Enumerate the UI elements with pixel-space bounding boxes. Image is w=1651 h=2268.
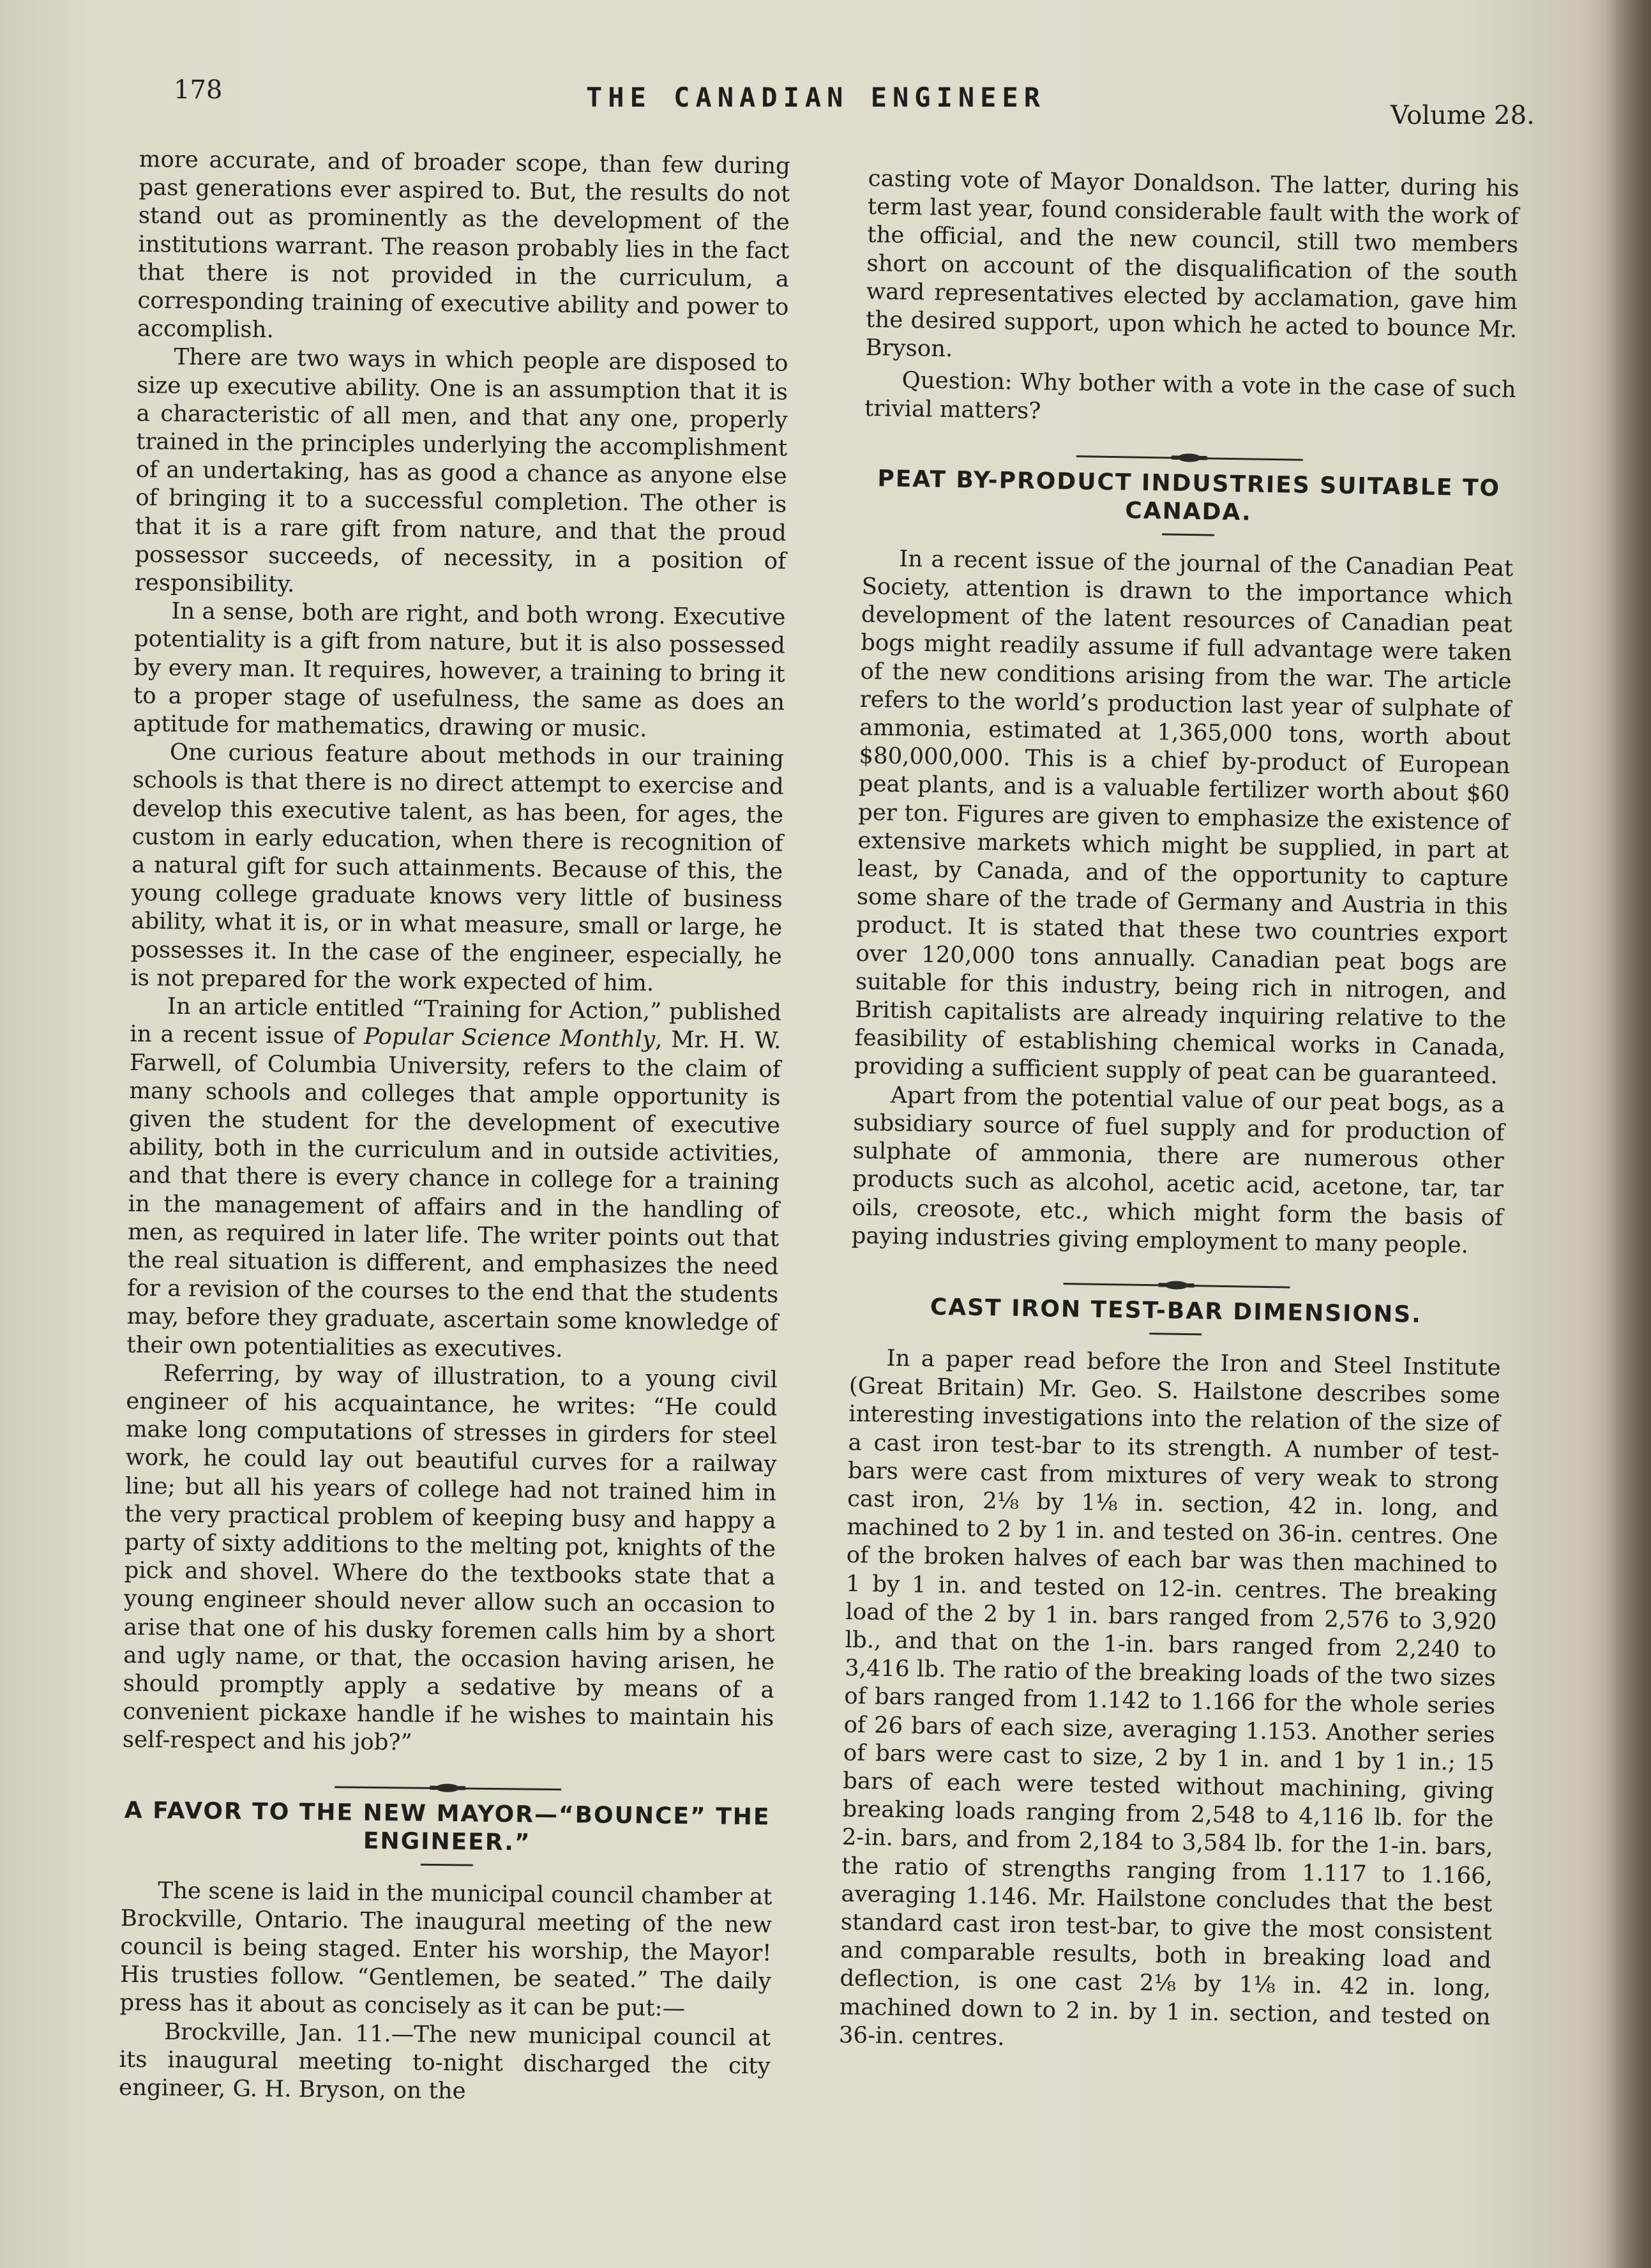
journal-title: THE CANADIAN ENGINEER	[586, 82, 1046, 113]
binding-shadow	[1606, 0, 1651, 2268]
paragraph-text: , Mr. H. W. Farwell, of Columbia University, refers to the claim of many schools and colleges that ample opportunity is given the student for the development of executive ability, both in the curriculum and in outside activities, and that there is every chance in college for a training in the management of affairs and in the handling of men, as required in later life. The writer points out that the real situation is different, and emphasizes the need for a revision of the courses to the end that the students may, before they graduate, ascertain some knowledge of their own potentialities as executives.	[126, 1026, 781, 1363]
paragraph: There are two ways in which people are disposed to size up executive ability. One is an assumption that it is a characteristic of all men, and that any one, properly trained in the principles underlying the accomplishment of an undertaking, has as good a chance as anyone else of bringing it to a successful completion. The other is that it is a rare gift from nature, and that the proud possessor succeeds, of necessity, in a position of responsibility.	[134, 344, 788, 598]
paragraph: Apart from the potential value of our peat bogs, as a subsidiary source of fuel supply and for production of sulphate of ammonia, there are numerous other products such as alcohol, acetic acid, acetone, tar, tar oils, creosote, etc., which might form the basis of paying industries giving employment to many people.	[851, 1082, 1505, 1259]
paragraph	[126, 992, 781, 1366]
title-rule	[421, 1863, 473, 1866]
volume-label: Volume 28.	[1391, 101, 1535, 130]
section-title: PEAT BY-PRODUCT INDUSTRIES SUITABLE TO CANADA.	[877, 465, 1501, 526]
section-title: A FAVOR TO THE NEW MAYOR—“BOUNCE” THE ENGINEER.”	[124, 1797, 771, 1856]
paragraph: In a paper read before the Iron and Steel Institute (Great Britain) Mr. Geo. S. Hailstone describes some interesting investigations into the relation of the size of a cast iron test-bar to its strength. A number of test-bars were cast from mixtures of very weak to strong cast iron, 2⅛ by 1⅛ in. section, 42 in. long, and machined to 2 by 1 in. and tested on 36-in. centres. One of the broken halves of each bar was then machined to 1 by 1 in. and tested on 12-in. centres. The breaking load of the 2 by 1 in. bars ranged from 2,576 to 3,920 lb., and that on the 1-in. bars ranged from 2,240 to 3,416 lb. The ratio of the breaking loads of the two sizes of bars ranged from 1.142 to 1.166 for the whole series of 26 bars of each size, averaging 1.153. Another series of bars were cast to size, 2 by 1 in. and 1 by 1 in.; 15 bars of each were tested without machining, giving breaking loads ranging from 2,548 to 4,116 lb. for the 2-in. bars, and from 2,184 to 3,584 lb. for the 1-in. bars, the ratio of strengths ranging from 1.117 to 1.166, averaging 1.146. Mr. Hailstone concludes that the best standard cast iron test-bar, to give the most consistent and comparable results, both in breaking load and deflection, is one cast 2⅛ by 1⅛ in. 42 in. long, machined down to 2 in. by 1 in. section, and tested on 36-in. centres.	[838, 1345, 1501, 2051]
paragraph: In a recent issue of the journal of the Canadian Peat Society, attention is drawn to the importance which development of the latent resources of Canadian peat bogs might readily assume if full advantage were taken of the new conditions arising from the war. The article refers to the world’s production last year of sulphate of ammonia, estimated at 1,365,000 tons, worth about $80,000,000. This is a chief by-product of European peat plants, and is a valuable fertilizer worth about $60 per ton. Figures are given to emphasize the existence of extensive markets which might be supplied, in part at least, by Canada, and of the opportunity to capture some share of the trade of Germany and Austria in this product. It is stated that these two countries export over 120,000 tons annually. Canadian peat bogs are suitable for this industry, being rich in nitrogen, and British capitalists are already inquiring relative to the feasibility of establishing chemical works in Canada, providing a sufficient supply of peat can be guaranteed.	[854, 545, 1514, 1090]
left-column	[119, 146, 790, 2109]
paragraph: The scene is laid in the municipal council chamber at Brockville, Ontario. The inaugural meeting of the new council is being staged. Enter his worship, the Mayor! His trusties follow. “Gentlemen, be seated.” The daily press has it about as concisely as it can be put:—	[119, 1877, 773, 2022]
paragraph: Question: Why bother with a vote in the case of such trivial matters?	[864, 367, 1516, 424]
page-header	[0, 70, 1651, 128]
section-divider	[851, 1266, 1502, 1289]
magazine-title: Popular Science Monthly	[363, 1024, 656, 1053]
paragraph-text: In an article entitled “Training for Action,” published in a recent issue of	[130, 993, 782, 1050]
ornament-rule	[1076, 455, 1302, 461]
right-column	[839, 165, 1519, 2060]
title-rule	[1149, 1333, 1202, 1335]
page-number: 178	[174, 75, 223, 105]
section-divider	[122, 1769, 773, 1789]
paragraph: In a sense, both are right, and both wrong. Executive potentiality is a gift from nature, but it is also possessed by every man. It requires, however, a training to bring it to a proper stage of usefulness, the same as does an aptitude for mathematics, drawing or music.	[133, 598, 786, 743]
title-rule	[1162, 533, 1214, 536]
section-title: CAST IRON TEST-BAR DIMENSIONS.	[930, 1294, 1422, 1328]
ornament-rule	[335, 1786, 561, 1790]
paragraph: more accurate, and of broader scope, than few during past generations ever aspired to. But, the results do not stand out as prominently as the development of the institutions warrant. The reason probably lies in the fact that there is not provided in the curriculum, a corresponding training of executive ability and power to accomplish.	[137, 146, 790, 344]
paragraph: One curious feature about methods in our training schools is that there is no direct attempt to exercise and develop this executive talent, as has been, for ages, the custom in early education, when there is recognition of a natural gift for such attainments. Because of this, the young college graduate knows very little of business ability, what it is, or in what measure, small or large, he possesses it. In the case of the engineer, especially, he is not prepared for the work expected of him.	[130, 739, 785, 997]
quoted-paragraph: Brockville, Jan. 11.—The new municipal council at its inaugural meeting to-night discharged the city engineer, G. H. Bryson, on the	[118, 2018, 771, 2105]
ornament-rule	[1063, 1283, 1290, 1289]
section-divider	[864, 438, 1515, 461]
paragraph: Referring, by way of illustration, to a young civil engineer of his acquaintance, he writes: “He could make long computations of stresses in girders for steel work, he could lay out beautiful curves for a railway line; but all his years of college had not trained him in the very practical problem of keeping busy and happy a party of sixty additions to the melting pot, knights of the pick and shovel. Where do the textbooks state that a young engineer should never allow such an occasion to arise that one of his dusky foremen calls him by a short and ugly name, or that, the occasion having arisen, he should promptly apply a sedative by means of a convenient pickaxe handle if he wishes to maintain his self-respect and his job?”	[122, 1360, 778, 1756]
paragraph: casting vote of Mayor Donaldson. The latter, during his term last year, found considerable fault with the work of the official, and the new council, still two members short on account of the disqualification of the south ward representatives elected by acclamation, gave him the desired support, upon which he acted to bounce Mr. Bryson.	[865, 165, 1519, 363]
